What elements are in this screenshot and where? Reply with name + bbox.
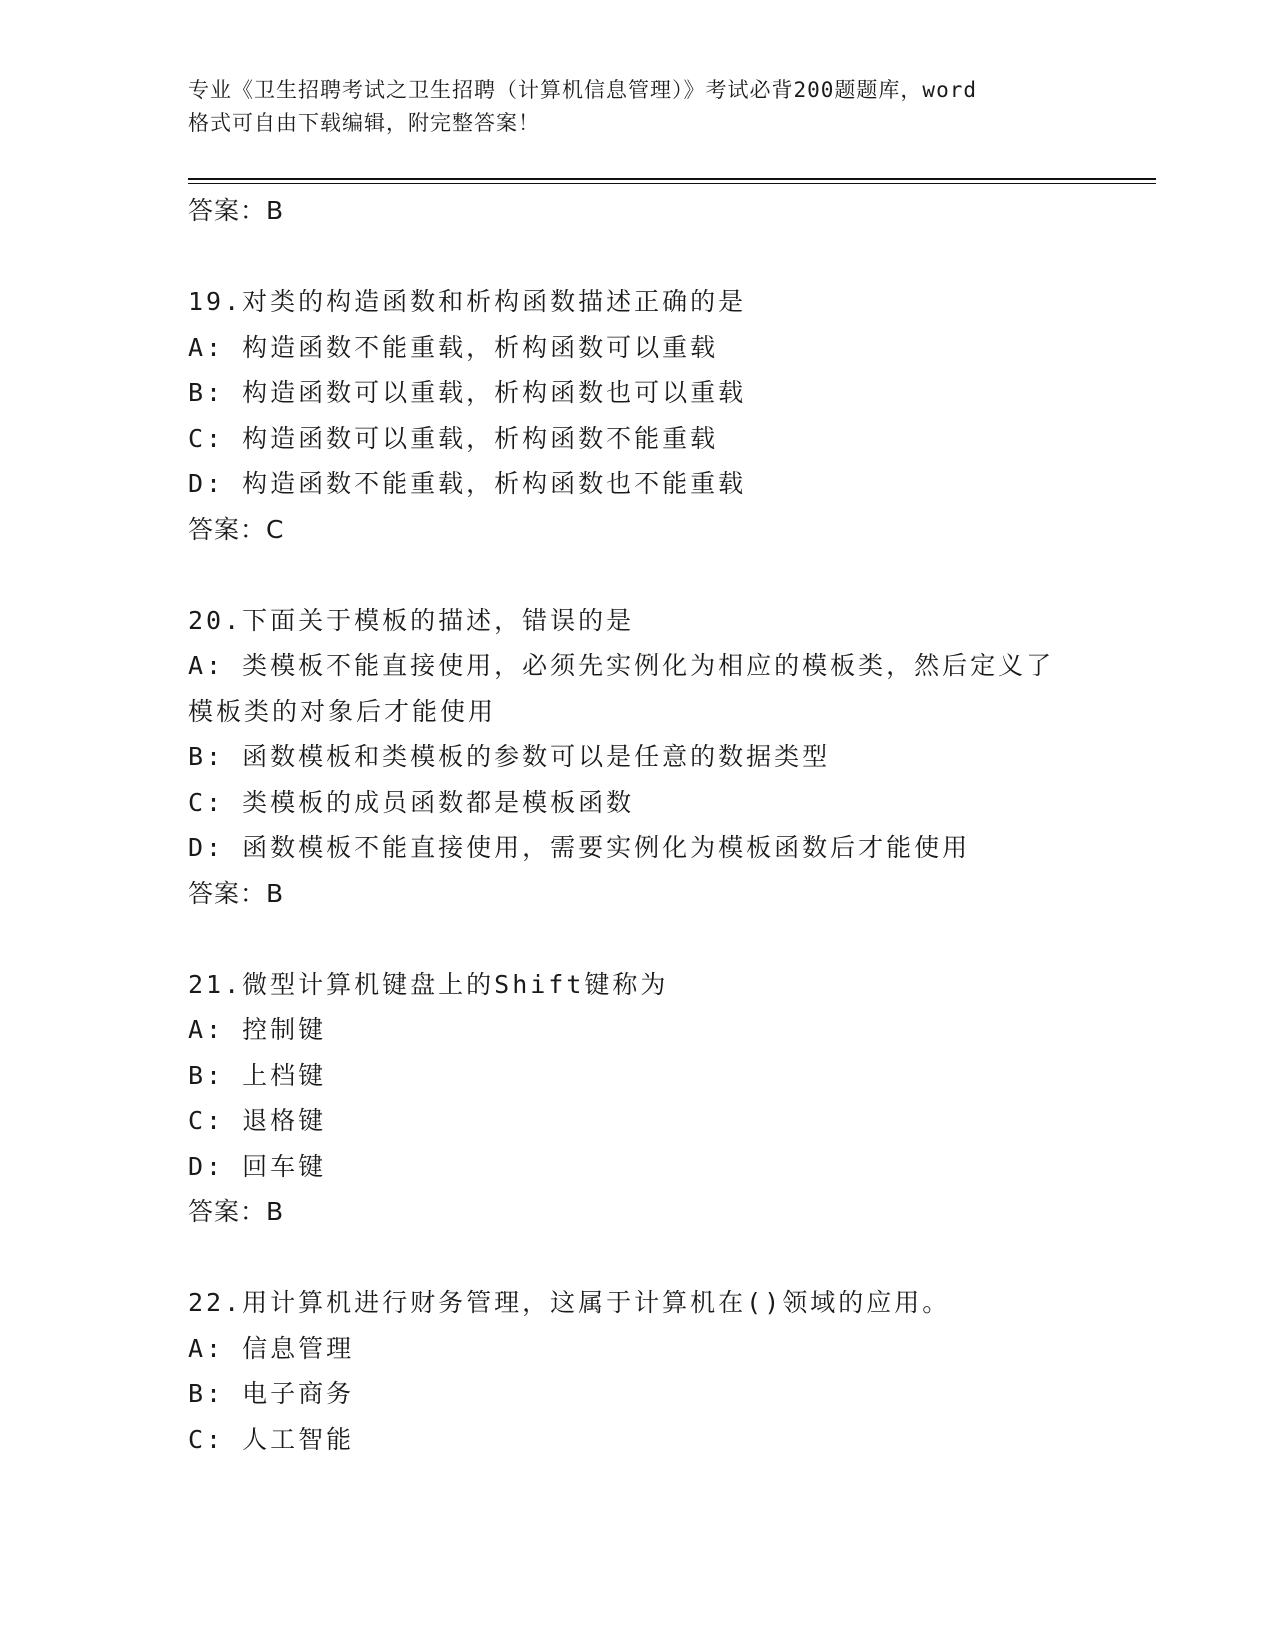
option-a: A: 构造函数不能重载，析构函数可以重载 xyxy=(188,332,719,362)
option-c: C: 人工智能 xyxy=(188,1424,355,1454)
option-a: A: 类模板不能直接使用，必须先实例化为相应的模板类，然后定义了 xyxy=(188,651,1055,680)
option-a: A: 信息管理 xyxy=(188,1333,355,1363)
question-block-20 xyxy=(188,598,1156,917)
question-text: 21.微型计算机键盘上的Shift键称为 xyxy=(188,969,669,999)
header-line-1: 专业《卫生招聘考试之卫生招聘（计算机信息管理）》考试必背200题题库，word xyxy=(188,78,977,102)
option-a: A: 控制键 xyxy=(188,1015,327,1044)
option-d: D: 构造函数不能重载，析构函数也不能重载 xyxy=(188,469,747,498)
answer-line: 答案：B xyxy=(188,1197,285,1226)
question-block-19 xyxy=(188,279,1156,552)
option-b: B: 函数模板和类模板的参数可以是任意的数据类型 xyxy=(188,742,831,771)
question-list xyxy=(188,188,1156,1462)
option-d: D: 回车键 xyxy=(188,1151,327,1181)
header-divider-thick xyxy=(188,178,1156,180)
option-b: B: 上档键 xyxy=(188,1060,327,1090)
question-block-21 xyxy=(188,962,1156,1235)
header-divider-thin xyxy=(188,183,1156,184)
option-b: B: 电子商务 xyxy=(188,1379,355,1408)
document-header xyxy=(188,74,1088,140)
question-text: 20.下面关于模板的描述，错误的是 xyxy=(188,605,635,635)
answer-block-18 xyxy=(188,188,1156,234)
header-line-2: 格式可自由下载编辑，附完整答案！ xyxy=(188,111,540,135)
answer-line: 答案：C xyxy=(188,514,285,544)
option-a-continued: 模板类的对象后才能使用 xyxy=(188,696,497,726)
answer-line: 答案：B xyxy=(188,196,285,225)
answer-line: 答案：B xyxy=(188,878,285,908)
option-c: C: 构造函数可以重载，析构函数不能重载 xyxy=(188,423,719,453)
question-text: 19.对类的构造函数和析构函数描述正确的是 xyxy=(188,287,747,316)
question-block-22 xyxy=(188,1280,1156,1462)
option-c: C: 退格键 xyxy=(188,1106,327,1135)
option-c: C: 类模板的成员函数都是模板函数 xyxy=(188,787,635,817)
question-text: 22.用计算机进行财务管理，这属于计算机在()领域的应用。 xyxy=(188,1288,951,1317)
option-b: B: 构造函数可以重载，析构函数也可以重载 xyxy=(188,378,747,407)
option-d: D: 函数模板不能直接使用，需要实例化为模板函数后才能使用 xyxy=(188,833,971,862)
